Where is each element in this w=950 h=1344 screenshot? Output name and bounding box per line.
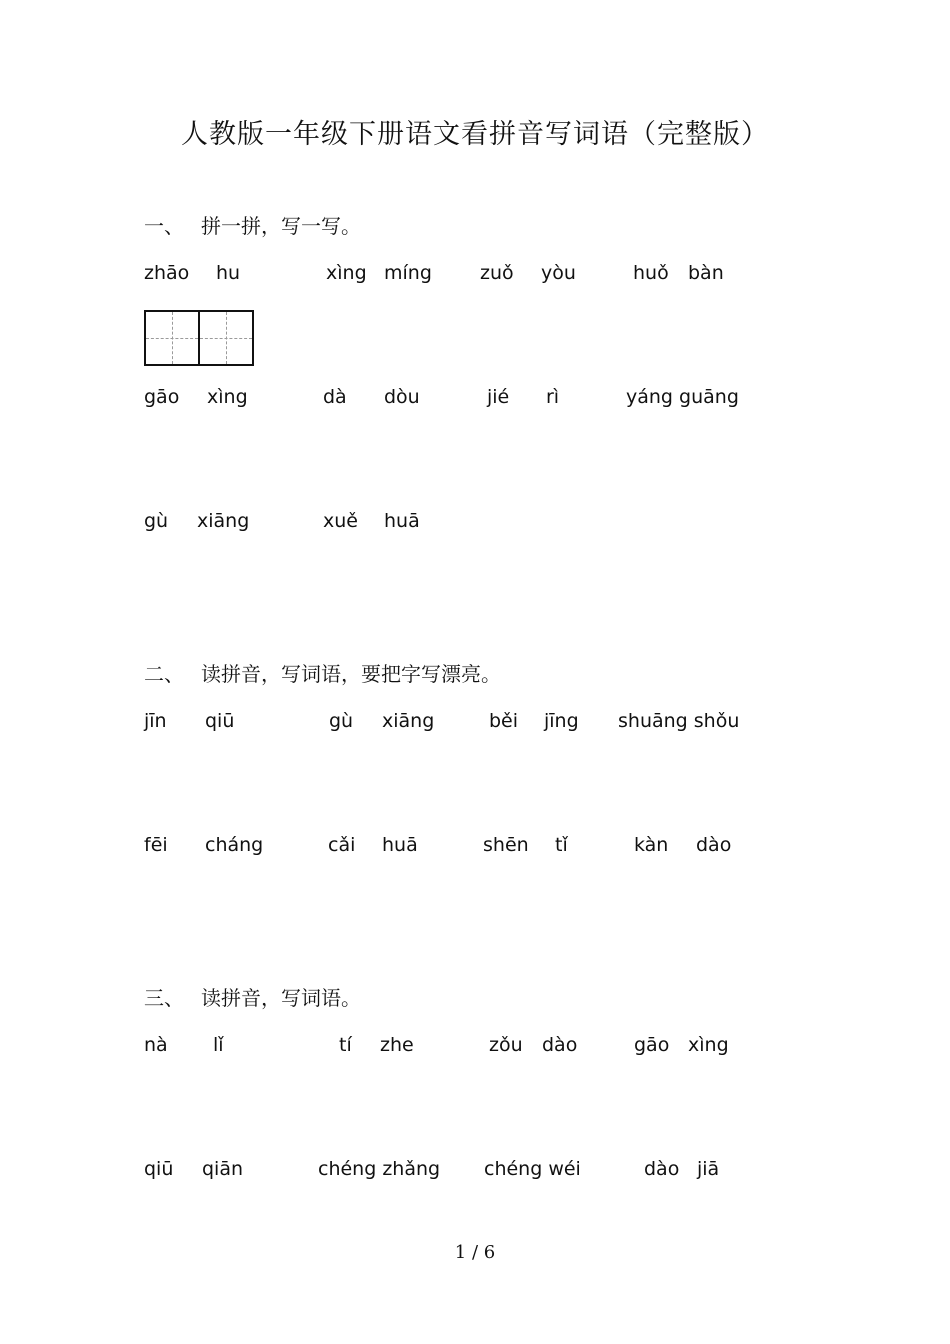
page-title: 人教版一年级下册语文看拼音写词语（完整版） — [181, 119, 769, 150]
pinyin-word: míng — [384, 262, 432, 284]
pinyin-word: bàn — [688, 262, 724, 284]
pinyin-word: tí — [339, 1034, 352, 1056]
section-heading-1 — [144, 210, 361, 239]
pinyin-word: zhāo — [144, 262, 190, 284]
pinyin-word: huā — [382, 834, 418, 856]
pinyin-word: nà — [144, 1034, 168, 1056]
pinyin-word: dào — [542, 1034, 578, 1056]
section-number: 三、 — [144, 986, 184, 1010]
pinyin-word: xiāng — [197, 510, 250, 532]
pinyin-word: yáng guāng — [626, 386, 739, 408]
pinyin-word: cǎi — [328, 834, 356, 856]
pinyin-word: dào — [696, 834, 732, 856]
pinyin-word: huā — [384, 510, 420, 532]
pinyin-word: lǐ — [213, 1034, 224, 1056]
page-number: 1 / 6 — [454, 1242, 496, 1263]
pinyin-word: xìng — [326, 262, 367, 284]
pinyin-word: xiāng — [382, 710, 435, 732]
pinyin-word: jié — [487, 386, 510, 408]
section-number: 二、 — [144, 662, 184, 686]
section-instruction: 读拼音，写词语，要把字写漂亮。 — [201, 662, 501, 686]
pinyin-word: tǐ — [555, 834, 568, 856]
pinyin-word: zhe — [380, 1034, 414, 1056]
pinyin-word: hu — [216, 262, 241, 284]
pinyin-word: qiū — [205, 710, 235, 732]
pinyin-word: zǒu — [489, 1034, 523, 1056]
section-instruction: 读拼音，写词语。 — [201, 986, 361, 1010]
pinyin-word: gāo — [144, 386, 180, 408]
pinyin-word: fēi — [144, 834, 168, 856]
writing-grid[interactable] — [144, 310, 254, 366]
pinyin-word: shuāng shǒu — [618, 710, 740, 732]
pinyin-word: qiū — [144, 1158, 174, 1180]
pinyin-word: dào — [644, 1158, 680, 1180]
section-heading-2 — [144, 658, 501, 687]
pinyin-word: xìng — [688, 1034, 729, 1056]
pinyin-word: xìng — [207, 386, 248, 408]
pinyin-word: gù — [329, 710, 354, 732]
pinyin-word: chéng zhǎng — [318, 1158, 441, 1180]
pinyin-word: chéng wéi — [484, 1158, 581, 1180]
pinyin-word: xuě — [323, 510, 358, 532]
pinyin-word: gù — [144, 510, 169, 532]
pinyin-word: běi — [489, 710, 519, 732]
section-instruction: 拼一拼，写一写。 — [201, 214, 361, 238]
pinyin-word: rì — [546, 386, 560, 408]
pinyin-word: zuǒ — [480, 262, 514, 284]
pinyin-word: shēn — [483, 834, 529, 856]
pinyin-word: dà — [323, 386, 347, 408]
pinyin-word: cháng — [205, 834, 264, 856]
pinyin-word: qiān — [202, 1158, 244, 1180]
pinyin-word: huǒ — [633, 262, 669, 284]
pinyin-word: jiā — [697, 1158, 720, 1180]
pinyin-word: jīn — [144, 710, 167, 732]
section-heading-3 — [144, 982, 361, 1011]
pinyin-word: gāo — [634, 1034, 670, 1056]
pinyin-word: yòu — [541, 262, 576, 284]
pinyin-word: dòu — [384, 386, 420, 408]
pinyin-word: jīng — [544, 710, 579, 732]
writing-cell[interactable] — [146, 312, 200, 364]
section-number: 一、 — [144, 214, 184, 238]
pinyin-word: kàn — [634, 834, 669, 856]
writing-cell[interactable] — [200, 312, 252, 364]
